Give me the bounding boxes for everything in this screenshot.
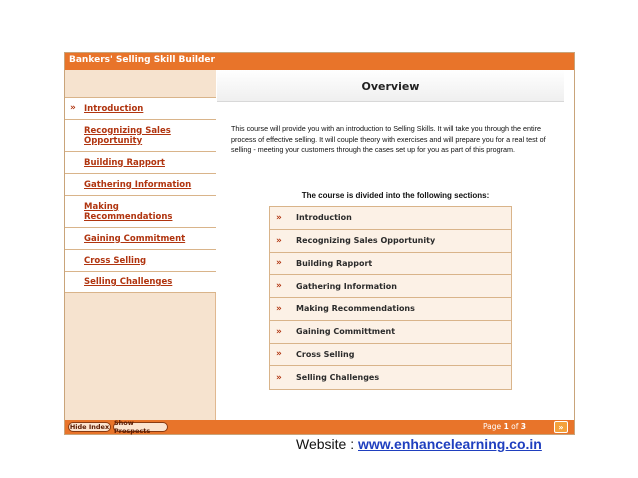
- page-indicator: [483, 422, 526, 431]
- course-window: [64, 52, 575, 435]
- chevron-icon: »: [276, 258, 282, 269]
- sidebar-item-gathering-information[interactable]: [65, 173, 216, 195]
- intro-paragraph: This course will provide you with an introduction to Selling Skills. It will take you through the entire process of effective selling. It will couple theory with exercises and will prepare you for a real test of selling - meeting your customers through the cases set up for you as part of this program.: [231, 124, 546, 155]
- sections-heading: The course is divided into the following sections:: [301, 191, 490, 200]
- hide-index-button[interactable]: Hide Index: [69, 423, 110, 431]
- overview-header: [217, 70, 564, 102]
- section-item[interactable]: [270, 253, 511, 276]
- section-item[interactable]: [270, 344, 511, 367]
- section-label: Making Recommendations: [296, 304, 415, 314]
- next-page-button[interactable]: [554, 421, 568, 433]
- section-item[interactable]: [270, 366, 511, 389]
- page-of: of: [511, 422, 519, 431]
- index-sidebar: [65, 70, 216, 420]
- website-link[interactable]: www.enhancelearning.co.in: [358, 436, 542, 452]
- sidebar-item-making-recommendations[interactable]: [65, 195, 216, 227]
- chevron-icon: »: [276, 212, 282, 223]
- section-item[interactable]: [270, 275, 511, 298]
- chevron-icon: »: [276, 281, 282, 292]
- section-label: Selling Challenges: [296, 373, 380, 383]
- title-bar: [65, 53, 574, 70]
- sidebar-item-label: Making Recommendations: [84, 201, 173, 222]
- chevron-icon: »: [276, 303, 282, 314]
- chevron-icon: »: [276, 235, 282, 246]
- section-label: Recognizing Sales Opportunity: [296, 236, 436, 246]
- section-item[interactable]: [270, 321, 511, 344]
- sidebar-item-label: Gathering Information: [84, 179, 192, 190]
- sidebar-item-introduction[interactable]: [65, 97, 216, 119]
- bottom-bar: [65, 420, 574, 434]
- app-title: Bankers' Selling Skill Builder: [69, 55, 215, 65]
- website-caption: [296, 436, 542, 452]
- section-item[interactable]: [270, 207, 511, 230]
- page-word: Page: [483, 422, 502, 431]
- sidebar-item-label: Recognizing Sales Opportunity: [84, 125, 171, 146]
- sidebar-item-recognizing-sales-opportunity[interactable]: [65, 119, 216, 151]
- website-prefix: Website :: [296, 436, 358, 452]
- section-item[interactable]: [270, 230, 511, 253]
- sidebar-item-label: Selling Challenges: [84, 277, 173, 287]
- sections-list: [269, 206, 512, 390]
- sidebar-item-label: Introduction: [84, 103, 144, 114]
- section-label: Gaining Committment: [296, 327, 396, 337]
- sidebar-item-selling-challenges[interactable]: [65, 271, 216, 293]
- page-title: Overview: [361, 80, 420, 93]
- sidebar-item-label: Gaining Commitment: [84, 233, 186, 244]
- section-label: Cross Selling: [296, 349, 355, 359]
- sidebar-item-label: Cross Selling: [84, 255, 147, 266]
- page-current: 1: [503, 422, 509, 431]
- page-total: 3: [520, 422, 527, 431]
- double-chevron-right-icon: »: [558, 422, 564, 432]
- sidebar-header-strip: [65, 70, 216, 97]
- sidebar-item-label: Building Rapport: [84, 157, 165, 168]
- show-prospects-button[interactable]: Show Prospects: [113, 422, 168, 432]
- content-pane: [217, 70, 574, 420]
- section-label: Introduction: [296, 213, 352, 223]
- section-label: Building Rapport: [296, 258, 373, 268]
- section-item[interactable]: [270, 298, 511, 321]
- active-chevron-icon: »: [70, 103, 76, 113]
- section-label: Gathering Information: [296, 281, 397, 291]
- chevron-icon: »: [276, 372, 282, 383]
- chevron-icon: »: [276, 326, 282, 337]
- chevron-icon: »: [276, 349, 282, 360]
- index-list: [65, 97, 216, 293]
- sidebar-item-cross-selling[interactable]: [65, 249, 216, 271]
- sidebar-item-building-rapport[interactable]: [65, 151, 216, 173]
- sidebar-item-gaining-commitment[interactable]: [65, 227, 216, 249]
